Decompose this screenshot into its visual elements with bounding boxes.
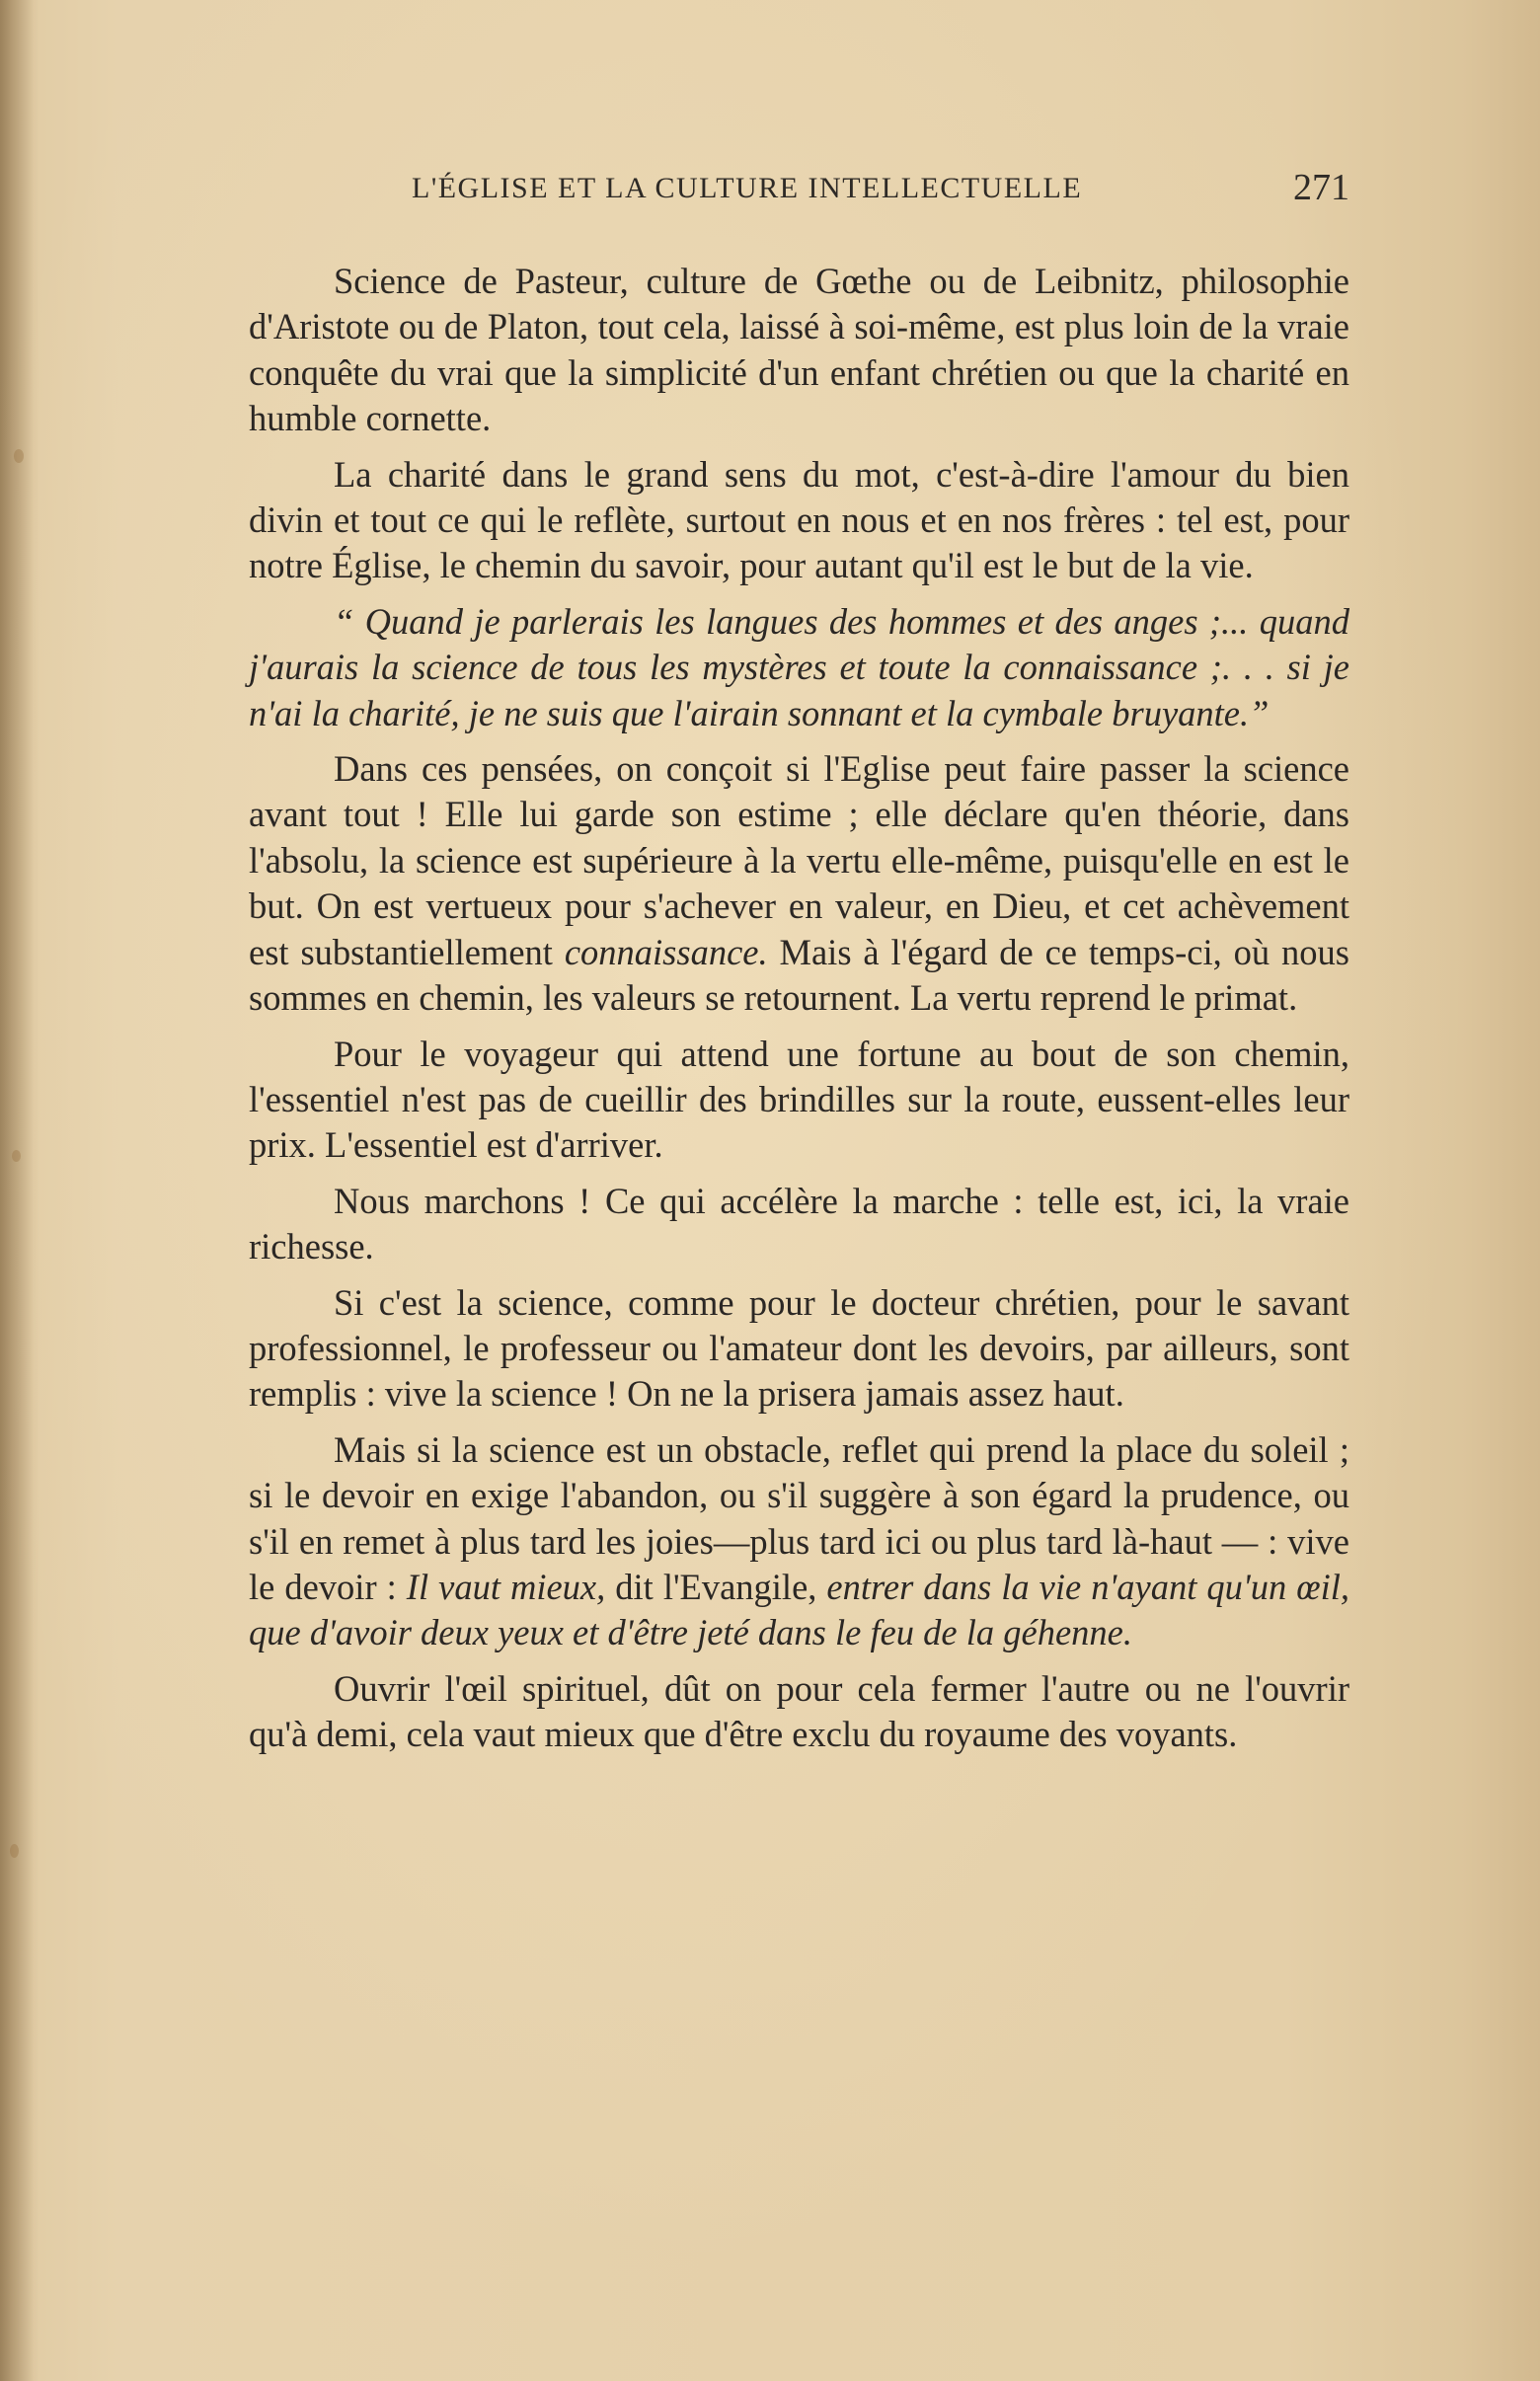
paragraph: La charité dans le grand sens du mot, c'est-à-dire l'amour du bien divin et tout ce qui le reflète, surtout en nous et en nos frères : tel est, pour notre Église, le chemin du savoir, pour autant qu'il est le but de la vie.: [249, 453, 1349, 586]
emphasis: connaissance.: [564, 931, 768, 972]
body-text: [249, 259, 1349, 1758]
paragraph: Science de Pasteur, culture de Gœthe ou de Leibnitz, philosophie d'Aristote ou de Platon, tout cela, laissé à soi-même, est plus loin de la vraie conquête du vrai que la simplicité d'un enfant chrétien ou que la charité en humble cornette.: [249, 261, 1349, 439]
paragraph: Si c'est la science, comme pour le docteur chrétien, pour le savant professionnel, le professeur ou l'amateur dont les devoirs, par ailleurs, sont remplis : vive la science ! On ne la prisera jamais assez haut.: [249, 1281, 1349, 1415]
running-header: [249, 166, 1349, 215]
scripture-quote: “ Quand je parlerais les langues des hommes et des anges ;... quand j'aurais la science de tous les mystères et toute la connaissance ;. . . si je n'ai la charité, je ne suis que l'airain sonnant et la cymbale bruyante.”: [249, 600, 1349, 733]
paragraph: Ouvrir l'œil spirituel, dût on pour cela fermer l'autre ou ne l'ouvrir qu'à demi, cela vaut mieux que d'être exclu du royaume des voyants.: [249, 1667, 1349, 1755]
running-title: L'ÉGLISE ET LA CULTURE INTELLECTUELLE: [412, 172, 1083, 204]
paragraph: Pour le voyageur qui attend une fortune au bout de son chemin, l'essentiel n'est pas de cueillir des brindilles sur la route, eussent-elles leur prix. L'essentiel est d'arriver.: [249, 1033, 1349, 1166]
foxing-spot: [14, 449, 24, 463]
paragraph: [249, 746, 1349, 1021]
page-number: 271: [1293, 167, 1349, 208]
paragraph-text: Mais si la science est un obstacle, reflet qui prend la place du soleil ; si le devoir en exige l'abandon, ou s'il suggère à son égard la prudence, ou s'il en remet à plus tard les joies—plus tard ici ou plus tard là-haut — : vive le devoir :: [249, 1428, 1349, 1607]
binding-gutter-shadow: [0, 0, 34, 2381]
paragraph-text: Dans ces pensées, on conçoit si l'Eglise peut faire passer la science avant tout ! Elle lui garde son estime ; elle déclare qu'en théorie, dans l'absolu, la science est supérieure à la vertu elle-même, puisqu'elle en est le but. On est vertueux pour s'achever en valeur, en Dieu, et cet achèvement est substantiellement: [249, 748, 1349, 972]
foxing-spot: [12, 1150, 21, 1162]
foxing-spot: [10, 1844, 19, 1858]
paragraph-text: dit l'Evangile,: [605, 1566, 827, 1607]
paragraph: Nous marchons ! Ce qui accélère la marche : telle est, ici, la vraie richesse.: [249, 1180, 1349, 1267]
emphasis: Il vaut mieux,: [406, 1566, 606, 1607]
paragraph-text: Mais à l'égard de ce temps-ci, où nous sommes en chemin, les valeurs se retournent. La vertu reprend le primat.: [249, 931, 1349, 1019]
gospel-quote: entrer dans la vie n'ayant qu'un œil, que d'avoir deux yeux et d'être jeté dans le feu de la géhenne.: [249, 1566, 1349, 1653]
paragraph: [249, 1427, 1349, 1656]
